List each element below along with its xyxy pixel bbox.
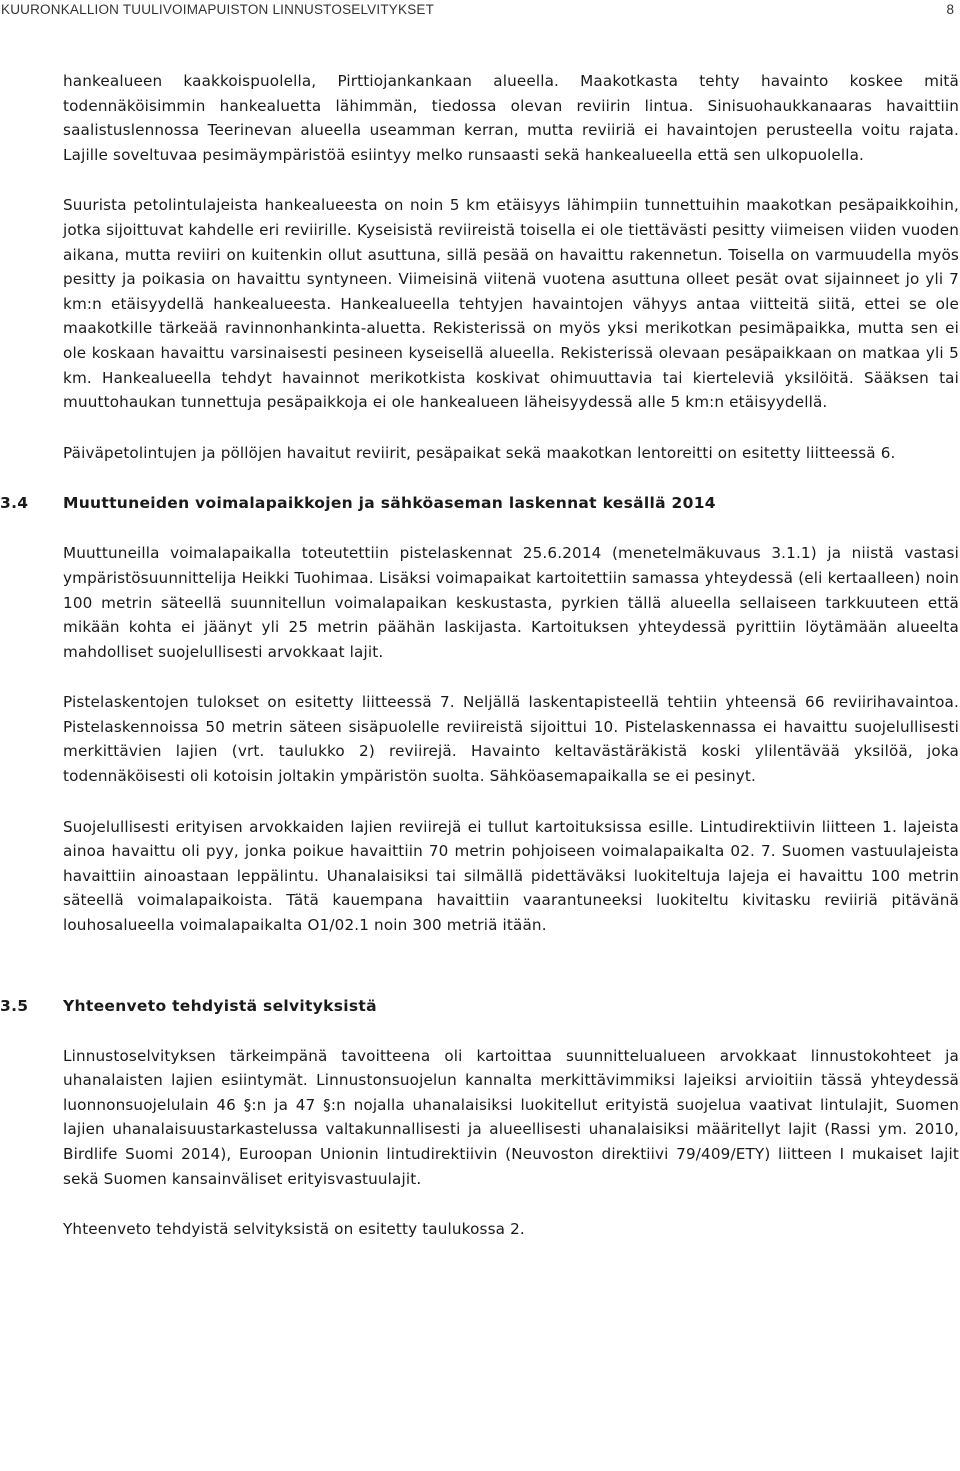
paragraph-protected-species: Suojelullisesti erityisen arvokkaiden lajien reviirejä ei tullut kartoituksissa esille. Lintudirektiivin liitteen 1. lajeista ainoa havaittu oli pyy, jonka poikue havaittiin 70 metrin pohjoiseen voimalapaikalta 02. 7. Suomen vastuulajeista havaittiin ainoastaan leppälintu. Uhanalaisiksi tai silmällä pidettäväksi luokiteltuja lajeja ei havaittu 100 metrin säteellä voimalapaikoista. Tätä kauempana havaittiin vaarantuneeksi luokiteltu kivitasku reviiriä pitävänä louhosalueella voimalapaikalta O1/02.1 noin 300 metriä itään. <box>63 817 959 935</box>
section-title: Muuttuneiden voimalapaikkojen ja sähköaseman laskennat kesällä 2014 <box>63 494 716 513</box>
spacer <box>63 964 959 990</box>
paragraph-point-counts: Muuttuneilla voimalapaikalla toteutettiin pistelaskennat 25.6.2014 (menetelmäkuvaus 3.1.1) ja niistä vastasi ympäristösuunnittelija Heikki Tuohimaa. Lisäksi voimapaikat kartoitettiin samassa yhteydessä (eli kertaalleen) noin 100 metrin säteellä suunnitellun voimalapaikan keskustasta, pyrkien tällä alueella sellaiseen tarkkuuteen että mikään kohta ei jäänyt yli 25 metrin päähän laskijasta. Kartoituksen yhteydessä pyrittiin löytämään alueelta mahdolliset suojelullisesti arvokkaat lajit. <box>63 544 959 661</box>
paragraph-table-reference: Yhteenveto tehdyistä selvityksistä on esitetty taulukossa 2. <box>63 1220 525 1239</box>
section-number: 3.4 <box>0 494 29 513</box>
paragraph-appendix-6: Päiväpetolintujen ja pöllöjen havaitut reviirit, pesäpaikat sekä maakotkan lentoreitti on esitetty liitteessä 6. <box>63 443 896 462</box>
section-heading-3-5 <box>0 994 959 1018</box>
section-heading-3-4 <box>0 491 959 515</box>
section-number: 3.5 <box>0 996 29 1015</box>
document-title: KUURONKALLION TUULIVOIMAPUISTON LINNUSTOSELVITYKSET <box>1 2 435 17</box>
paragraph-summary: Linnustoselvityksen tärkeimpänä tavoitteena oli kartoittaa suunnittelualueen arvokkaat linnustokohteet ja uhanalaisten lajien esiintymät. Linnustonsuojelun kannalta merkittävimmiksi lajeiksi arvioitiin tässä yhteydessä luonnonsuojelulain 46 §:n ja 47 §:n nojalla uhanalaisiksi luokitellut erityistä suojelua vaativat lintulajit, Suomen lajien uhanalaisuustarkastelussa valtakunnallisesti ja alueellisesti uhanalaisiksi määritellyt lajit (Rassi ym. 2010, Birdlife Suomi 2014), Euroopan Unionin lintudirektiivin (Neuvoston direktiivi 79/409/ETY) liitteen I mukaiset lajit sekä Suomen kansainväliset erityisvastuulajit. <box>63 1046 959 1188</box>
page-number: 8 <box>946 2 954 17</box>
paragraph-raptor-territories: hankealueen kaakkoispuolella, Pirttiojankankaan alueella. Maakotkasta tehty havainto koskee mitä todennäköisimmin hankealuetta lähimmän, tiedossa olevan reviirin lintua. Sinisuohaukkanaaras havaittiin saalistuslennossa Teerinevan alueella useamman kerran, mutta reviiriä ei havaintojen perusteella voitu rajata. Lajille soveltuvaa pesimäympäristöä esiintyy melko runsaasti sekä hankealueella että sen ulkopuolella. <box>63 72 959 164</box>
section-title: Yhteenveto tehdyistä selvityksistä <box>63 996 377 1015</box>
paragraph-count-results: Pistelaskentojen tulokset on esitetty liitteessä 7. Neljällä laskentapisteellä tehtiin yhteensä 66 reviirihavaintoa. Pistelaskennoissa 50 metrin säteen sisäpuolelle reviireistä sijoittui 10. Pistelaskennassa ei havaittu suojelullisesti merkittävien lajien (vrt. taulukko 2) reviirejä. Havainto keltavästäräkistä koski ylilentävää yksilöä, joka todennäköisesti oli kotoisin joltakin ympäristön suolta. Sähköasemapaikalla se ei pesinyt. <box>63 693 959 786</box>
paragraph-large-raptors: Suurista petolintulajeista hankealueesta on noin 5 km etäisyys lähimpiin tunnettuihin maakotkan pesäpaikkoihin, jotka sijoittuvat kahdelle eri reviirille. Kyseisistä reviireistä toisella ei ole tiettävästi pesitty viimeisen viiden vuoden aikana, mutta reviiri on kuitenkin ollut asuttuna, sillä pesää on havaittu rakennetun. Toisella on varmuudella myös pesitty ja poikasia on havaittu syntyneen. Viimeisinä viitenä vuotena asuttuna olleet pesät ovat sijainneet jo yli 7 km:n etäisyydellä hankealueesta. Hankealueella tehtyjen havaintojen vähyys antaa viitteitä siitä, ettei se ole maakotkille tärkeää ravinnonhankinta-aluetta. Rekisterissä on myös yksi merikotkan pesimäpaikka, mutta sen ei ole koskaan havaittu varsinaisesti pesineen kyseisellä alueella. Rekisterissä olevaan pesäpaikkaan on matkaa yli 5 km. Hankealueella tehdyt havainnot merikotkista koskivat ohimuuttavia tai kierteleviä yksilöitä. Sääksen tai muuttohaukan tunnettuja pesäpaikkoja ei ole hankealueen läheisyydessä alle 5 km:n etäisyydellä. <box>63 196 959 412</box>
document-body <box>0 69 959 1268</box>
page-header <box>0 0 960 24</box>
